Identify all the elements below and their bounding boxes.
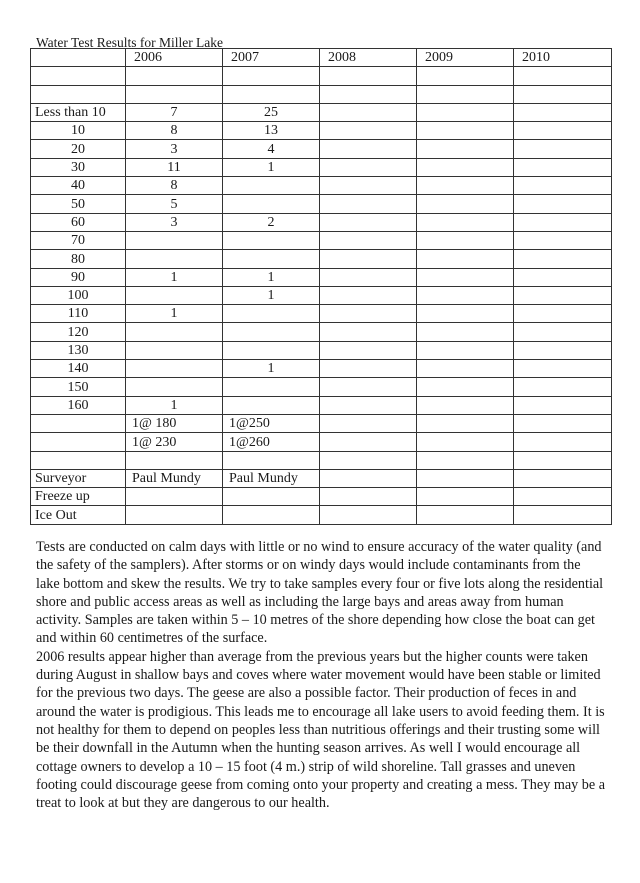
value-cell [223,250,320,268]
value-cell [223,268,320,286]
value-cell [417,305,514,323]
table-row [31,506,612,524]
year-header: 2010 [514,49,612,67]
value-cell [514,213,612,231]
value-cell [126,213,223,231]
row-label-cell: 20 [31,140,126,158]
value-cell [514,103,612,121]
value-cell [320,305,417,323]
value-cell [417,231,514,249]
value-cell [126,451,223,469]
value-cell [126,103,223,121]
value-cell [514,305,612,323]
table-row [31,158,612,176]
table-row [31,451,612,469]
value-cell [417,286,514,304]
value-text: 8 [170,123,178,139]
row-label-cell: 120 [31,323,126,341]
notes-paragraph: 2006 results appear higher than average from the previous years but the higher counts were taken during August in shallow bays and coves where water movement would have been stable or limited for the previous two days. The geese are also a possible factor. Their production of feces in and around the water is prodigious. This leads me to encourage all lake users to avoid feeding them. It is not healthy for them to depend on peoples less than nutritious offerings and their trusting some will be their downfall in the Autumn when the hunting season arrives. As well I would encourage all cottage owners to develop a 10 – 15 foot (4 m.) strip of wild shoreline. Tall grasses and uneven footing could discourage geese from coming onto your property and creating a mess. They may be a treat to look at but they are dangerous to our health. [36,648,606,812]
value-cell [223,323,320,341]
value-cell [223,122,320,140]
value-cell [126,396,223,414]
value-cell [223,177,320,195]
value-cell [223,341,320,359]
table-row [31,140,612,158]
table-row [31,433,612,451]
value-cell [320,360,417,378]
value-cell [514,451,612,469]
value-cell [126,122,223,140]
row-label-cell [31,414,126,432]
value-text: 11 [167,160,181,176]
value-cell [223,414,320,432]
value-text: Paul Mundy [132,471,201,487]
value-cell [126,488,223,506]
value-cell [223,231,320,249]
value-cell [514,158,612,176]
table-row [31,85,612,103]
row-label-cell: 40 [31,177,126,195]
row-label-cell: 10 [31,122,126,140]
value-cell [514,433,612,451]
value-cell [126,268,223,286]
value-cell [417,433,514,451]
table-row [31,360,612,378]
year-header: 2008 [320,49,417,67]
value-cell [417,67,514,85]
value-cell [417,451,514,469]
table-row [31,323,612,341]
document-title: Water Test Results for Miller Lake [36,35,224,50]
value-cell [126,469,223,487]
value-cell [126,323,223,341]
value-cell [320,396,417,414]
value-cell [417,103,514,121]
table-row [31,250,612,268]
row-label-cell: 100 [31,286,126,304]
notes-section [36,538,606,812]
value-cell [223,67,320,85]
value-cell [514,67,612,85]
value-cell [320,451,417,469]
value-cell [320,67,417,85]
value-cell [417,488,514,506]
value-cell [417,250,514,268]
value-cell [223,158,320,176]
value-cell [223,506,320,524]
value-cell [417,122,514,140]
value-text: 1 [267,269,275,285]
value-text: Paul Mundy [229,471,298,487]
value-cell [514,231,612,249]
value-cell [417,323,514,341]
value-cell [223,85,320,103]
value-text: 1 [170,397,178,413]
value-cell [514,469,612,487]
value-cell [126,195,223,213]
table-row [31,396,612,414]
row-label-cell: Ice Out [31,506,126,524]
value-cell [126,85,223,103]
row-label-cell: Surveyor [31,469,126,487]
row-label-cell: Less than 10 [31,103,126,121]
value-text: 7 [170,105,178,121]
row-label-cell: 110 [31,305,126,323]
value-cell [126,250,223,268]
value-cell [126,158,223,176]
value-cell [320,286,417,304]
value-cell [320,122,417,140]
value-cell [320,158,417,176]
value-cell [514,488,612,506]
table-row [31,177,612,195]
table-row [31,414,612,432]
value-cell [417,85,514,103]
row-label-cell: 80 [31,250,126,268]
value-cell [320,213,417,231]
value-cell [514,506,612,524]
value-cell [320,414,417,432]
value-text: 8 [170,178,178,194]
value-text: 2 [267,214,275,230]
value-cell [320,323,417,341]
table-row [31,67,612,85]
value-cell [320,250,417,268]
value-cell [514,360,612,378]
value-cell [320,433,417,451]
value-cell [514,177,612,195]
value-cell [223,103,320,121]
row-label-cell: 160 [31,396,126,414]
value-cell [126,286,223,304]
value-cell [320,488,417,506]
value-cell [126,140,223,158]
value-text: 1 [267,160,275,176]
value-cell [223,195,320,213]
value-cell [417,177,514,195]
header-corner-cell [31,49,126,67]
value-cell [320,469,417,487]
value-cell [320,378,417,396]
value-cell [417,195,514,213]
value-cell [514,323,612,341]
value-cell [223,396,320,414]
value-text: 3 [170,141,178,157]
value-cell [514,85,612,103]
year-header: 2009 [417,49,514,67]
value-cell [514,414,612,432]
table-row [31,488,612,506]
value-cell [223,488,320,506]
value-text: 1 [267,361,275,377]
value-cell [223,286,320,304]
table-row [31,341,612,359]
value-text: 4 [267,141,275,157]
value-text: 13 [264,123,278,139]
table-row [31,378,612,396]
value-cell [417,396,514,414]
row-label-cell [31,85,126,103]
value-text: 1@250 [229,416,270,432]
value-text: 1 [170,306,178,322]
row-label-cell: 60 [31,213,126,231]
value-cell [514,378,612,396]
value-text: 1@ 230 [132,434,177,450]
value-cell [320,85,417,103]
value-text: 1@ 180 [132,416,177,432]
row-label-cell: 50 [31,195,126,213]
table-row [31,268,612,286]
value-cell [417,213,514,231]
value-cell [126,177,223,195]
table-row [31,305,612,323]
value-cell [320,177,417,195]
row-label-cell: 30 [31,158,126,176]
table-row [31,195,612,213]
value-cell [126,414,223,432]
table-row [31,286,612,304]
value-cell [223,305,320,323]
value-cell [514,268,612,286]
value-cell [320,268,417,286]
value-cell [417,469,514,487]
table-row [31,231,612,249]
row-label-cell [31,433,126,451]
row-label-cell: 140 [31,360,126,378]
row-label-cell: Freeze up [31,488,126,506]
table-row [31,469,612,487]
value-cell [223,451,320,469]
value-text: 5 [170,196,178,212]
notes-paragraph: Tests are conducted on calm days with little or no wind to ensure accuracy of the water quality (and the safety of the samplers). After storms or on windy days would include contaminants from the lake bottom and skew the results. We try to take samples every four or five lots along the residential shore and public access areas as well as including the large bays and areas away from human activity. Samples are taken within 5 – 10 metres of the shore depending how close the boat can get and within 60 centimetres of the surface. [36,539,604,647]
value-cell [514,195,612,213]
value-cell [126,433,223,451]
value-cell [223,378,320,396]
value-cell [126,506,223,524]
value-cell [417,341,514,359]
row-label-cell: 150 [31,378,126,396]
value-cell [417,158,514,176]
value-cell [126,67,223,85]
value-cell [223,213,320,231]
year-header: 2007 [223,49,320,67]
value-text: 3 [170,214,178,230]
value-cell [417,506,514,524]
year-header: 2006 [126,49,223,67]
value-text: 1@260 [229,434,270,450]
value-cell [514,341,612,359]
table-row [31,122,612,140]
table-row [31,213,612,231]
value-cell [514,396,612,414]
value-cell [417,414,514,432]
row-label-cell [31,451,126,469]
value-cell [126,378,223,396]
value-cell [223,433,320,451]
value-text: 25 [264,105,278,121]
value-cell [126,305,223,323]
value-text: 1 [170,269,178,285]
value-cell [126,341,223,359]
value-cell [320,506,417,524]
water-test-table [30,48,612,525]
row-label-cell: 70 [31,231,126,249]
value-cell [126,231,223,249]
row-label-cell: 130 [31,341,126,359]
value-cell [417,360,514,378]
value-cell [223,360,320,378]
table-row [31,103,612,121]
value-cell [417,140,514,158]
value-cell [514,286,612,304]
value-cell [320,195,417,213]
value-cell [223,140,320,158]
value-cell [320,103,417,121]
table-header-row [31,49,612,67]
value-cell [514,122,612,140]
value-cell [223,469,320,487]
value-cell [320,140,417,158]
value-cell [514,140,612,158]
row-label-cell [31,67,126,85]
value-cell [320,231,417,249]
value-cell [417,268,514,286]
value-cell [126,360,223,378]
value-text: 1 [267,288,275,304]
value-cell [320,341,417,359]
row-label-cell: 90 [31,268,126,286]
value-cell [514,250,612,268]
value-cell [417,378,514,396]
